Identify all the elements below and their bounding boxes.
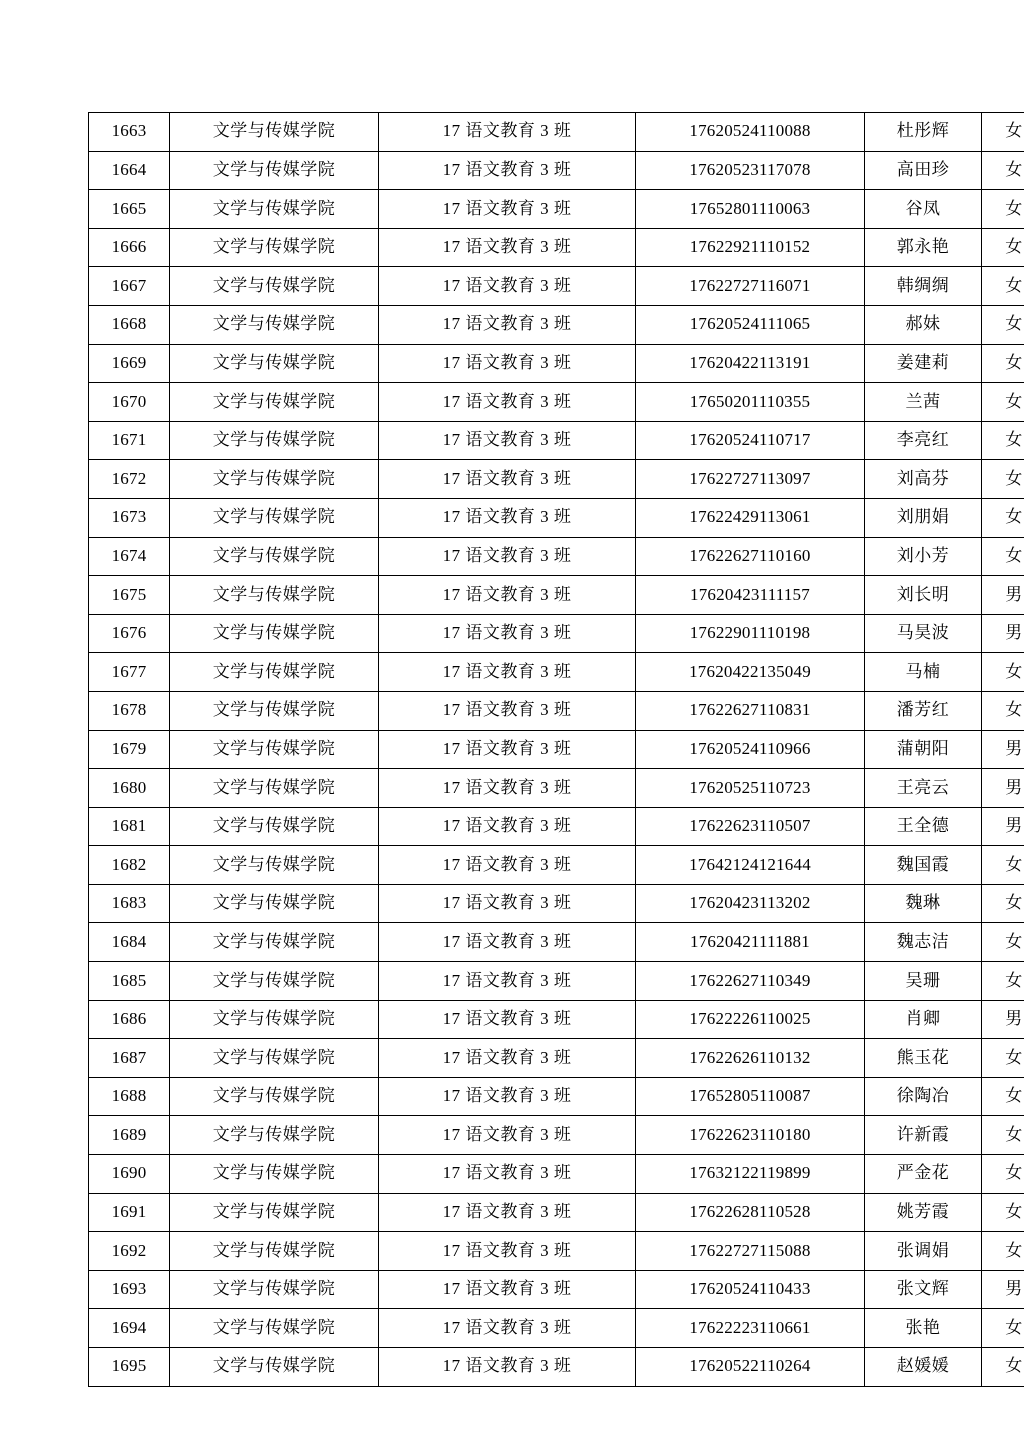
- cell-name: 蒲朝阳: [865, 730, 982, 769]
- cell-student-id: 17650201110355: [636, 383, 865, 422]
- cell-index: 1688: [89, 1077, 170, 1116]
- cell-student-id: 17620522110264: [636, 1348, 865, 1387]
- cell-name: 王亮云: [865, 769, 982, 808]
- cell-college: 文学与传媒学院: [170, 962, 379, 1001]
- cell-student-id: 17632122119899: [636, 1155, 865, 1194]
- table-row: [89, 691, 1024, 730]
- cell-name: 张文辉: [865, 1270, 982, 1309]
- cell-name: 姚芳霞: [865, 1193, 982, 1232]
- cell-class: 17 语文教育 3 班: [379, 151, 636, 190]
- cell-class: 17 语文教育 3 班: [379, 1193, 636, 1232]
- cell-name: 姜建莉: [865, 344, 982, 383]
- cell-index: 1679: [89, 730, 170, 769]
- table-row: [89, 344, 1024, 383]
- cell-gender: 女: [982, 884, 1024, 923]
- cell-name: 刘长明: [865, 576, 982, 615]
- student-roster-table: [88, 112, 1024, 1387]
- cell-college: 文学与传媒学院: [170, 460, 379, 499]
- cell-index: 1674: [89, 537, 170, 576]
- cell-index: 1669: [89, 344, 170, 383]
- cell-index: 1689: [89, 1116, 170, 1155]
- cell-class: 17 语文教育 3 班: [379, 1232, 636, 1271]
- cell-gender: 女: [982, 1232, 1024, 1271]
- cell-student-id: 17622626110132: [636, 1039, 865, 1078]
- cell-name: 魏琳: [865, 884, 982, 923]
- cell-index: 1675: [89, 576, 170, 615]
- table-row: [89, 421, 1024, 460]
- table-row: [89, 1039, 1024, 1078]
- cell-college: 文学与传媒学院: [170, 228, 379, 267]
- cell-index: 1677: [89, 653, 170, 692]
- cell-student-id: 17652801110063: [636, 190, 865, 229]
- cell-class: 17 语文教育 3 班: [379, 1077, 636, 1116]
- cell-name: 郭永艳: [865, 228, 982, 267]
- cell-class: 17 语文教育 3 班: [379, 576, 636, 615]
- table-row: [89, 228, 1024, 267]
- table-row: [89, 498, 1024, 537]
- cell-index: 1683: [89, 884, 170, 923]
- cell-index: 1663: [89, 113, 170, 152]
- cell-class: 17 语文教育 3 班: [379, 1116, 636, 1155]
- cell-gender: 男: [982, 769, 1024, 808]
- cell-college: 文学与传媒学院: [170, 151, 379, 190]
- cell-name: 韩绸绸: [865, 267, 982, 306]
- cell-name: 严金花: [865, 1155, 982, 1194]
- cell-class: 17 语文教育 3 班: [379, 383, 636, 422]
- cell-student-id: 17620524110717: [636, 421, 865, 460]
- cell-college: 文学与传媒学院: [170, 113, 379, 152]
- cell-college: 文学与传媒学院: [170, 576, 379, 615]
- cell-index: 1666: [89, 228, 170, 267]
- cell-student-id: 17620421111881: [636, 923, 865, 962]
- cell-class: 17 语文教育 3 班: [379, 923, 636, 962]
- cell-gender: 女: [982, 1348, 1024, 1387]
- cell-class: 17 语文教育 3 班: [379, 846, 636, 885]
- cell-class: 17 语文教育 3 班: [379, 1270, 636, 1309]
- cell-college: 文学与传媒学院: [170, 1039, 379, 1078]
- cell-college: 文学与传媒学院: [170, 1270, 379, 1309]
- cell-class: 17 语文教育 3 班: [379, 421, 636, 460]
- cell-student-id: 17620423111157: [636, 576, 865, 615]
- cell-class: 17 语文教育 3 班: [379, 769, 636, 808]
- cell-gender: 男: [982, 807, 1024, 846]
- cell-student-id: 17620423113202: [636, 884, 865, 923]
- cell-gender: 女: [982, 691, 1024, 730]
- cell-student-id: 17620523117078: [636, 151, 865, 190]
- cell-student-id: 17622627110831: [636, 691, 865, 730]
- table-row: [89, 807, 1024, 846]
- cell-student-id: 17620524111065: [636, 305, 865, 344]
- cell-class: 17 语文教育 3 班: [379, 498, 636, 537]
- table-row: [89, 190, 1024, 229]
- cell-index: 1694: [89, 1309, 170, 1348]
- cell-class: 17 语文教育 3 班: [379, 807, 636, 846]
- cell-gender: 女: [982, 190, 1024, 229]
- cell-class: 17 语文教育 3 班: [379, 344, 636, 383]
- table-row: [89, 1270, 1024, 1309]
- table-row: [89, 923, 1024, 962]
- cell-class: 17 语文教育 3 班: [379, 614, 636, 653]
- cell-index: 1690: [89, 1155, 170, 1194]
- cell-college: 文学与传媒学院: [170, 1155, 379, 1194]
- cell-student-id: 17622901110198: [636, 614, 865, 653]
- cell-student-id: 17622623110507: [636, 807, 865, 846]
- cell-college: 文学与传媒学院: [170, 498, 379, 537]
- cell-college: 文学与传媒学院: [170, 769, 379, 808]
- cell-gender: 女: [982, 113, 1024, 152]
- cell-student-id: 17620422135049: [636, 653, 865, 692]
- table-row: [89, 267, 1024, 306]
- cell-index: 1695: [89, 1348, 170, 1387]
- cell-gender: 女: [982, 1309, 1024, 1348]
- cell-gender: 女: [982, 228, 1024, 267]
- cell-student-id: 17620422113191: [636, 344, 865, 383]
- cell-name: 杜彤辉: [865, 113, 982, 152]
- table-row: [89, 1193, 1024, 1232]
- cell-gender: 女: [982, 1116, 1024, 1155]
- cell-gender: 女: [982, 923, 1024, 962]
- table-row: [89, 846, 1024, 885]
- cell-index: 1681: [89, 807, 170, 846]
- cell-index: 1668: [89, 305, 170, 344]
- cell-gender: 女: [982, 537, 1024, 576]
- cell-name: 魏志洁: [865, 923, 982, 962]
- cell-college: 文学与传媒学院: [170, 537, 379, 576]
- cell-college: 文学与传媒学院: [170, 884, 379, 923]
- cell-class: 17 语文教育 3 班: [379, 460, 636, 499]
- cell-student-id: 17642124121644: [636, 846, 865, 885]
- cell-college: 文学与传媒学院: [170, 267, 379, 306]
- cell-gender: 男: [982, 730, 1024, 769]
- cell-student-id: 17622727116071: [636, 267, 865, 306]
- cell-name: 张艳: [865, 1309, 982, 1348]
- cell-class: 17 语文教育 3 班: [379, 267, 636, 306]
- cell-student-id: 17620524110088: [636, 113, 865, 152]
- cell-class: 17 语文教育 3 班: [379, 305, 636, 344]
- cell-college: 文学与传媒学院: [170, 1193, 379, 1232]
- table-row: [89, 151, 1024, 190]
- cell-index: 1670: [89, 383, 170, 422]
- table-row: [89, 769, 1024, 808]
- cell-index: 1673: [89, 498, 170, 537]
- table-row: [89, 1309, 1024, 1348]
- cell-college: 文学与传媒学院: [170, 1232, 379, 1271]
- cell-student-id: 17622627110349: [636, 962, 865, 1001]
- cell-name: 魏国霞: [865, 846, 982, 885]
- cell-college: 文学与传媒学院: [170, 305, 379, 344]
- cell-index: 1664: [89, 151, 170, 190]
- cell-index: 1678: [89, 691, 170, 730]
- cell-class: 17 语文教育 3 班: [379, 653, 636, 692]
- cell-gender: 女: [982, 498, 1024, 537]
- cell-college: 文学与传媒学院: [170, 653, 379, 692]
- cell-class: 17 语文教育 3 班: [379, 190, 636, 229]
- cell-gender: 女: [982, 267, 1024, 306]
- cell-gender: 女: [982, 460, 1024, 499]
- table-row: [89, 1000, 1024, 1039]
- cell-college: 文学与传媒学院: [170, 691, 379, 730]
- table-row: [89, 653, 1024, 692]
- cell-index: 1680: [89, 769, 170, 808]
- cell-name: 兰茜: [865, 383, 982, 422]
- cell-gender: 男: [982, 576, 1024, 615]
- cell-index: 1671: [89, 421, 170, 460]
- cell-college: 文学与传媒学院: [170, 1077, 379, 1116]
- cell-name: 赵媛媛: [865, 1348, 982, 1387]
- cell-college: 文学与传媒学院: [170, 421, 379, 460]
- cell-student-id: 17622727113097: [636, 460, 865, 499]
- cell-college: 文学与传媒学院: [170, 190, 379, 229]
- table-row: [89, 305, 1024, 344]
- cell-college: 文学与传媒学院: [170, 1348, 379, 1387]
- table-row: [89, 537, 1024, 576]
- table-row: [89, 113, 1024, 152]
- cell-index: 1693: [89, 1270, 170, 1309]
- cell-college: 文学与传媒学院: [170, 614, 379, 653]
- table-row: [89, 1155, 1024, 1194]
- cell-class: 17 语文教育 3 班: [379, 730, 636, 769]
- table-row: [89, 730, 1024, 769]
- cell-name: 熊玉花: [865, 1039, 982, 1078]
- cell-student-id: 17620525110723: [636, 769, 865, 808]
- cell-college: 文学与传媒学院: [170, 383, 379, 422]
- cell-index: 1667: [89, 267, 170, 306]
- cell-college: 文学与传媒学院: [170, 1309, 379, 1348]
- cell-name: 马昊波: [865, 614, 982, 653]
- cell-college: 文学与传媒学院: [170, 1000, 379, 1039]
- table-row: [89, 614, 1024, 653]
- cell-index: 1687: [89, 1039, 170, 1078]
- table-row: [89, 1232, 1024, 1271]
- cell-class: 17 语文教育 3 班: [379, 537, 636, 576]
- cell-gender: 女: [982, 344, 1024, 383]
- cell-college: 文学与传媒学院: [170, 344, 379, 383]
- cell-index: 1685: [89, 962, 170, 1001]
- cell-student-id: 17620524110966: [636, 730, 865, 769]
- cell-index: 1684: [89, 923, 170, 962]
- cell-gender: 女: [982, 383, 1024, 422]
- cell-class: 17 语文教育 3 班: [379, 1000, 636, 1039]
- cell-index: 1682: [89, 846, 170, 885]
- cell-class: 17 语文教育 3 班: [379, 884, 636, 923]
- cell-name: 吴珊: [865, 962, 982, 1001]
- cell-class: 17 语文教育 3 班: [379, 1309, 636, 1348]
- cell-name: 潘芳红: [865, 691, 982, 730]
- table-row: [89, 576, 1024, 615]
- cell-name: 高田珍: [865, 151, 982, 190]
- cell-gender: 男: [982, 1270, 1024, 1309]
- cell-student-id: 17622627110160: [636, 537, 865, 576]
- cell-gender: 女: [982, 1077, 1024, 1116]
- table-row: [89, 884, 1024, 923]
- cell-name: 许新霞: [865, 1116, 982, 1155]
- cell-gender: 女: [982, 846, 1024, 885]
- cell-name: 刘小芳: [865, 537, 982, 576]
- cell-gender: 女: [982, 305, 1024, 344]
- cell-college: 文学与传媒学院: [170, 846, 379, 885]
- cell-student-id: 17622727115088: [636, 1232, 865, 1271]
- cell-college: 文学与传媒学院: [170, 730, 379, 769]
- cell-name: 刘高芬: [865, 460, 982, 499]
- cell-gender: 女: [982, 151, 1024, 190]
- table-row: [89, 1077, 1024, 1116]
- cell-student-id: 17622223110661: [636, 1309, 865, 1348]
- cell-index: 1665: [89, 190, 170, 229]
- cell-gender: 女: [982, 421, 1024, 460]
- cell-college: 文学与传媒学院: [170, 1116, 379, 1155]
- cell-name: 张调娟: [865, 1232, 982, 1271]
- cell-name: 李亮红: [865, 421, 982, 460]
- cell-student-id: 17652805110087: [636, 1077, 865, 1116]
- cell-class: 17 语文教育 3 班: [379, 1348, 636, 1387]
- cell-name: 徐陶冶: [865, 1077, 982, 1116]
- cell-student-id: 17622628110528: [636, 1193, 865, 1232]
- cell-gender: 女: [982, 1193, 1024, 1232]
- cell-college: 文学与传媒学院: [170, 807, 379, 846]
- table-row: [89, 460, 1024, 499]
- cell-class: 17 语文教育 3 班: [379, 1039, 636, 1078]
- cell-name: 郝妹: [865, 305, 982, 344]
- cell-name: 刘朋娟: [865, 498, 982, 537]
- cell-student-id: 17622921110152: [636, 228, 865, 267]
- cell-index: 1676: [89, 614, 170, 653]
- cell-gender: 男: [982, 614, 1024, 653]
- cell-gender: 女: [982, 653, 1024, 692]
- cell-index: 1692: [89, 1232, 170, 1271]
- cell-student-id: 17622623110180: [636, 1116, 865, 1155]
- cell-name: 马楠: [865, 653, 982, 692]
- cell-class: 17 语文教育 3 班: [379, 1155, 636, 1194]
- table-row: [89, 962, 1024, 1001]
- cell-index: 1686: [89, 1000, 170, 1039]
- cell-index: 1691: [89, 1193, 170, 1232]
- cell-student-id: 17620524110433: [636, 1270, 865, 1309]
- cell-student-id: 17622429113061: [636, 498, 865, 537]
- cell-gender: 女: [982, 1039, 1024, 1078]
- cell-gender: 女: [982, 962, 1024, 1001]
- cell-index: 1672: [89, 460, 170, 499]
- cell-name: 王全德: [865, 807, 982, 846]
- cell-class: 17 语文教育 3 班: [379, 228, 636, 267]
- table-row: [89, 1348, 1024, 1387]
- cell-name: 肖卿: [865, 1000, 982, 1039]
- cell-student-id: 17622226110025: [636, 1000, 865, 1039]
- table-row: [89, 1116, 1024, 1155]
- cell-name: 谷凤: [865, 190, 982, 229]
- cell-class: 17 语文教育 3 班: [379, 113, 636, 152]
- cell-gender: 女: [982, 1155, 1024, 1194]
- cell-gender: 男: [982, 1000, 1024, 1039]
- cell-class: 17 语文教育 3 班: [379, 962, 636, 1001]
- cell-class: 17 语文教育 3 班: [379, 691, 636, 730]
- cell-college: 文学与传媒学院: [170, 923, 379, 962]
- table-row: [89, 383, 1024, 422]
- roster-body: [89, 113, 1024, 1387]
